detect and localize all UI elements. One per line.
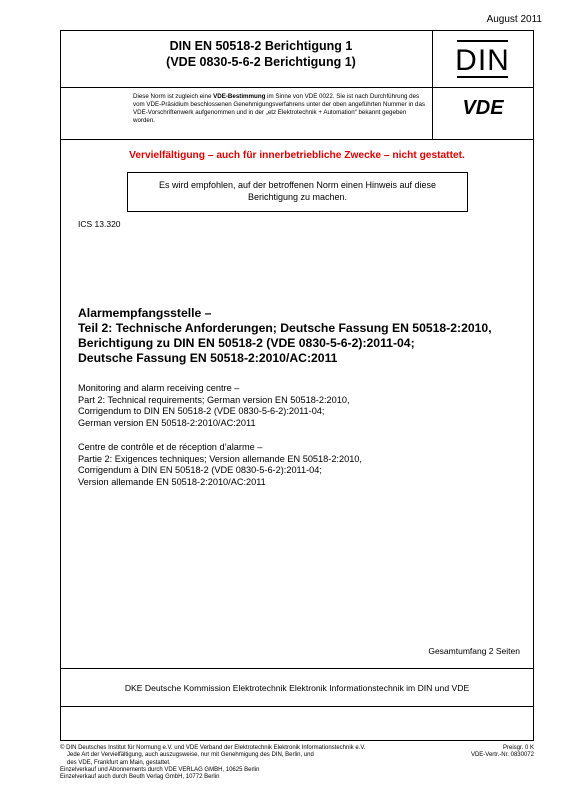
vde-bestimmung-note (133, 93, 429, 125)
german-title-line: Berichtigung zu DIN EN 50518-2 (VDE 0830-5-6-2):2011-04; (78, 336, 415, 350)
document-title-line2: (VDE 0830-5-6-2 Berichtigung 1) (166, 55, 356, 69)
ics-code: ICS 13.320 (78, 219, 121, 229)
german-title-line: Deutsche Fassung EN 50518-2:2010/AC:2011 (78, 351, 338, 365)
french-title-line: Corrigendum à DIN EN 50518-2 (VDE 0830-5-6-2):2011-04; (78, 465, 322, 475)
french-title-line: Centre de contrôle et de réception d’alarme – (78, 442, 263, 452)
footer-line: Jede Art der Vervielfältigung, auch auszugsweise, nur mit Genehmigung des DIN, Berlin, und (67, 752, 314, 759)
vde-logo (450, 97, 516, 117)
vde-distribution-number: VDE-Vertr.-Nr. 0830072 (470, 752, 534, 759)
bottom-divider (60, 706, 534, 707)
document-title-line1: DIN EN 50518-2 Berichtigung 1 (169, 39, 353, 53)
footer-line: Einzelverkauf auch durch Beuth Verlag GmbH, 10772 Berlin (60, 774, 220, 781)
vde-logo-text: VDE (462, 97, 504, 117)
english-title-line: Part 2: Technical requirements; German version EN 50518-2:2010, (78, 394, 350, 405)
english-title (78, 383, 528, 429)
total-pages: Gesamtumfang 2 Seiten (428, 646, 520, 656)
price-group: Preisgr. 0 K (502, 745, 534, 751)
french-title (78, 442, 528, 488)
bestimmung-text-1: Diese Norm ist zugleich eine (133, 93, 214, 100)
german-title (78, 306, 528, 366)
german-title-line: Alarmempfangsstelle – (78, 306, 212, 320)
english-title-line: Monitoring and alarm receiving centre – (78, 383, 240, 393)
reproduction-warning: Vervielfältigung – auch für innerbetriebliche Zwecke – nicht gestattet. (129, 150, 465, 161)
bestimmung-text-bold: VDE-Bestimmung (213, 93, 266, 100)
footer-line: © DIN Deutsches Institut für Normung e.V. und VDE Verband der Elektrotechnik Elektronik Informationstechnik e.V. (60, 745, 366, 751)
recommendation-text (127, 179, 468, 203)
issue-date: August 2011 (486, 14, 542, 25)
footer-line: des VDE, Frankfurt am Main, gestattet. (67, 759, 171, 766)
recommendation-line2: Berichtigung zu machen. (247, 192, 348, 202)
english-title-line: Corrigendum to DIN EN 50518-2 (VDE 0830-5-6-2):2011-04; (78, 406, 325, 416)
recommendation-line1: Es wird empfohlen, auf der betroffenen Norm einen Hinweis auf diese (159, 180, 436, 190)
copyright-footer (60, 745, 460, 781)
din-logo-text: DIN (455, 44, 510, 77)
footer-line: Einzelverkauf und Abonnements durch VDE VERLAG GMBH, 10625 Berlin (60, 766, 260, 773)
french-title-line: Version allemande EN 50518-2:2010/AC:2011 (78, 476, 266, 487)
dke-divider (60, 668, 534, 669)
german-title-line: Teil 2: Technische Anforderungen; Deutsche Fassung EN 50518-2:2010, (78, 321, 492, 335)
french-title-line: Partie 2: Exigences techniques; Version allemande EN 50518-2:2010, (78, 453, 362, 464)
price-info (471, 745, 534, 760)
bestimmung-text-2: im Sinne von VDE 0022. Sie ist nach Durchführung des vom VDE-Präsidium beschlossenen Genehmigungsverfahrens unter der oben angeführten Nummer in das VDE-Vorschriftenwerk aufgenommen und in der „etz Elektrotechnik + Automation“ bekannt gegeben worden. (133, 93, 425, 124)
dke-committee: DKE Deutsche Kommission Elektrotechnik Elektronik Informationstechnik im DIN und VDE (124, 683, 470, 693)
document-title (60, 38, 462, 70)
din-logo (455, 38, 510, 80)
english-title-line: German version EN 50518-2:2010/AC:2011 (78, 417, 256, 428)
